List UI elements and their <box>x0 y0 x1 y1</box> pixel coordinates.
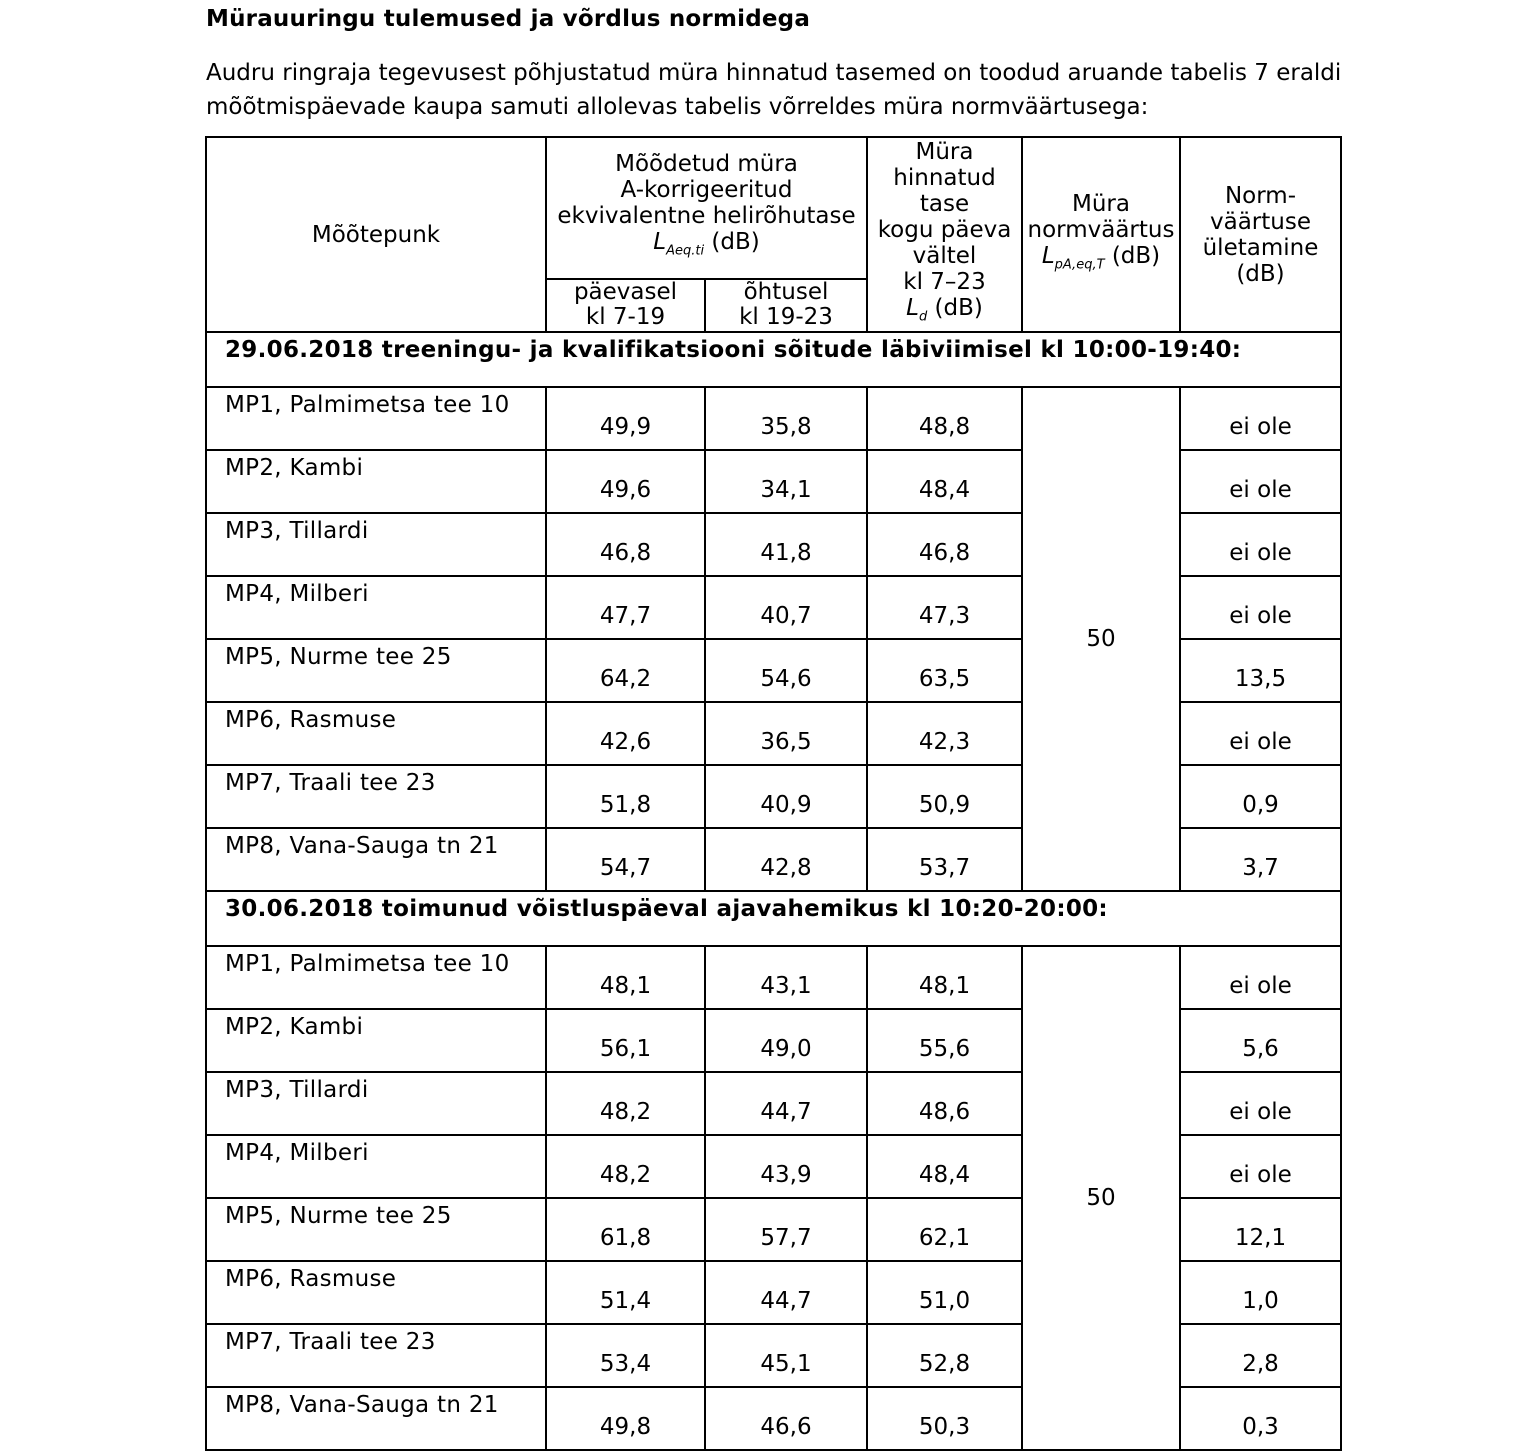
measurement-point-cell: MP8, Vana-Sauga tn 21 <box>206 828 546 891</box>
daytime-level-cell: 49,9 <box>546 387 705 450</box>
evening-level-cell: 45,1 <box>705 1324 867 1387</box>
table-row <box>206 946 1341 1009</box>
measurement-point-cell: MP1, Palmimetsa tee 10 <box>206 387 546 450</box>
measurement-point-cell: MP5, Nurme tee 25 <box>206 639 546 702</box>
assessed-level-cell: 50,9 <box>867 765 1022 828</box>
daytime-level-cell: 54,7 <box>546 828 705 891</box>
exceedance-cell: ei ole <box>1180 450 1341 513</box>
assessed-level-cell: 62,1 <box>867 1198 1022 1261</box>
assessed-level-cell: 47,3 <box>867 576 1022 639</box>
header-assessed-level: Müra hinnatud tase kogu päeva vältel kl 7–23 $L_d$ (dB) <box>867 137 1022 332</box>
assessed-level-cell: 48,1 <box>867 946 1022 1009</box>
evening-level-cell: 42,8 <box>705 828 867 891</box>
header-measurement-point: Mõõtepunk <box>206 137 546 332</box>
daytime-level-cell: 46,8 <box>546 513 705 576</box>
evening-level-cell: 43,1 <box>705 946 867 1009</box>
exceedance-cell: 13,5 <box>1180 639 1341 702</box>
evening-level-cell: 40,7 <box>705 576 867 639</box>
daytime-level-cell: 49,6 <box>546 450 705 513</box>
exceedance-cell: 5,6 <box>1180 1009 1341 1072</box>
evening-level-cell: 35,8 <box>705 387 867 450</box>
evening-level-cell: 36,5 <box>705 702 867 765</box>
daytime-level-cell: 61,8 <box>546 1198 705 1261</box>
assessed-level-cell: 50,3 <box>867 1387 1022 1450</box>
evening-level-cell: 54,6 <box>705 639 867 702</box>
daytime-level-cell: 48,2 <box>546 1135 705 1198</box>
exceedance-cell: 3,7 <box>1180 828 1341 891</box>
header-daytime: päevasel kl 7-19 <box>546 279 705 332</box>
assessed-level-cell: 48,6 <box>867 1072 1022 1135</box>
evening-level-cell: 43,9 <box>705 1135 867 1198</box>
exceedance-cell: ei ole <box>1180 1072 1341 1135</box>
daytime-level-cell: 53,4 <box>546 1324 705 1387</box>
exceedance-cell: 1,0 <box>1180 1261 1341 1324</box>
noise-results-table <box>205 136 1342 1451</box>
assessed-level-cell: 48,4 <box>867 1135 1022 1198</box>
measurement-point-cell: MP8, Vana-Sauga tn 21 <box>206 1387 546 1450</box>
daytime-level-cell: 48,2 <box>546 1072 705 1135</box>
assessed-level-cell: 46,8 <box>867 513 1022 576</box>
evening-level-cell: 57,7 <box>705 1198 867 1261</box>
daytime-level-cell: 51,4 <box>546 1261 705 1324</box>
evening-level-cell: 49,0 <box>705 1009 867 1072</box>
assessed-level-cell: 63,5 <box>867 639 1022 702</box>
daytime-level-cell: 42,6 <box>546 702 705 765</box>
exceedance-cell: 2,8 <box>1180 1324 1341 1387</box>
measurement-point-cell: MP7, Traali tee 23 <box>206 1324 546 1387</box>
exceedance-cell: ei ole <box>1180 513 1341 576</box>
evening-level-cell: 41,8 <box>705 513 867 576</box>
evening-level-cell: 44,7 <box>705 1072 867 1135</box>
measurement-point-cell: MP5, Nurme tee 25 <box>206 1198 546 1261</box>
exceedance-cell: 0,9 <box>1180 765 1341 828</box>
daytime-level-cell: 51,8 <box>546 765 705 828</box>
daytime-level-cell: 48,1 <box>546 946 705 1009</box>
evening-level-cell: 44,7 <box>705 1261 867 1324</box>
ld-symbol: $L_d$ <box>906 294 928 325</box>
exceedance-cell: ei ole <box>1180 576 1341 639</box>
measurement-point-cell: MP4, Milberi <box>206 1135 546 1198</box>
lpaeqt-symbol: $L_{pA,eq,T}$ <box>1041 242 1105 273</box>
evening-level-cell: 34,1 <box>705 450 867 513</box>
measurement-point-cell: MP2, Kambi <box>206 1009 546 1072</box>
exceedance-cell: ei ole <box>1180 1135 1341 1198</box>
assessed-level-cell: 51,0 <box>867 1261 1022 1324</box>
section-title: 29.06.2018 treeningu- ja kvalifikatsiooni sõitude läbiviimisel kl 10:00-19:40: <box>206 332 1341 387</box>
exceedance-cell: ei ole <box>1180 387 1341 450</box>
header-measured-level: Mõõdetud müra A-korrigeeritud ekvivalentne helirõhutase $L_{Aeq.ti}$ (dB) <box>546 137 867 279</box>
assessed-level-cell: 55,6 <box>867 1009 1022 1072</box>
header-noise-limit: Müra normväärtus $L_{pA,eq,T}$ (dB) <box>1022 137 1180 332</box>
noise-limit-cell: 50 <box>1022 387 1180 891</box>
evening-level-cell: 40,9 <box>705 765 867 828</box>
measurement-point-cell: MP1, Palmimetsa tee 10 <box>206 946 546 1009</box>
exceedance-cell: 0,3 <box>1180 1387 1341 1450</box>
daytime-level-cell: 64,2 <box>546 639 705 702</box>
exceedance-cell: ei ole <box>1180 702 1341 765</box>
intro-paragraph: Audru ringraja tegevusest põhjustatud müra hinnatud tasemed on toodud aruande tabelis 7 eraldi mõõtmispäevade kaupa samuti allolevas tabelis võrreldes müra normväärtusega: <box>206 60 1342 120</box>
assessed-level-cell: 53,7 <box>867 828 1022 891</box>
noise-limit-cell: 50 <box>1022 946 1180 1450</box>
section-title: 30.06.2018 toimunud võistluspäeval ajavahemikus kl 10:20-20:00: <box>206 891 1341 946</box>
daytime-level-cell: 47,7 <box>546 576 705 639</box>
exceedance-cell: ei ole <box>1180 946 1341 1009</box>
assessed-level-cell: 52,8 <box>867 1324 1022 1387</box>
assessed-level-cell: 42,3 <box>867 702 1022 765</box>
header-evening: õhtusel kl 19-23 <box>705 279 867 332</box>
laeq-symbol: $L_{Aeq.ti}$ <box>653 229 705 259</box>
measurement-point-cell: MP3, Tillardi <box>206 513 546 576</box>
measurement-point-cell: MP6, Rasmuse <box>206 702 546 765</box>
header-limit-exceedance: Norm- väärtuse ületamine (dB) <box>1180 137 1341 332</box>
assessed-level-cell: 48,8 <box>867 387 1022 450</box>
evening-level-cell: 46,6 <box>705 1387 867 1450</box>
daytime-level-cell: 56,1 <box>546 1009 705 1072</box>
measurement-point-cell: MP2, Kambi <box>206 450 546 513</box>
measurement-point-cell: MP3, Tillardi <box>206 1072 546 1135</box>
exceedance-cell: 12,1 <box>1180 1198 1341 1261</box>
measurement-point-cell: MP6, Rasmuse <box>206 1261 546 1324</box>
page-title: Mürauuringu tulemused ja võrdlus normidega <box>206 6 811 32</box>
assessed-level-cell: 48,4 <box>867 450 1022 513</box>
table-row <box>206 387 1341 450</box>
measurement-point-cell: MP4, Milberi <box>206 576 546 639</box>
measurement-point-cell: MP7, Traali tee 23 <box>206 765 546 828</box>
daytime-level-cell: 49,8 <box>546 1387 705 1450</box>
